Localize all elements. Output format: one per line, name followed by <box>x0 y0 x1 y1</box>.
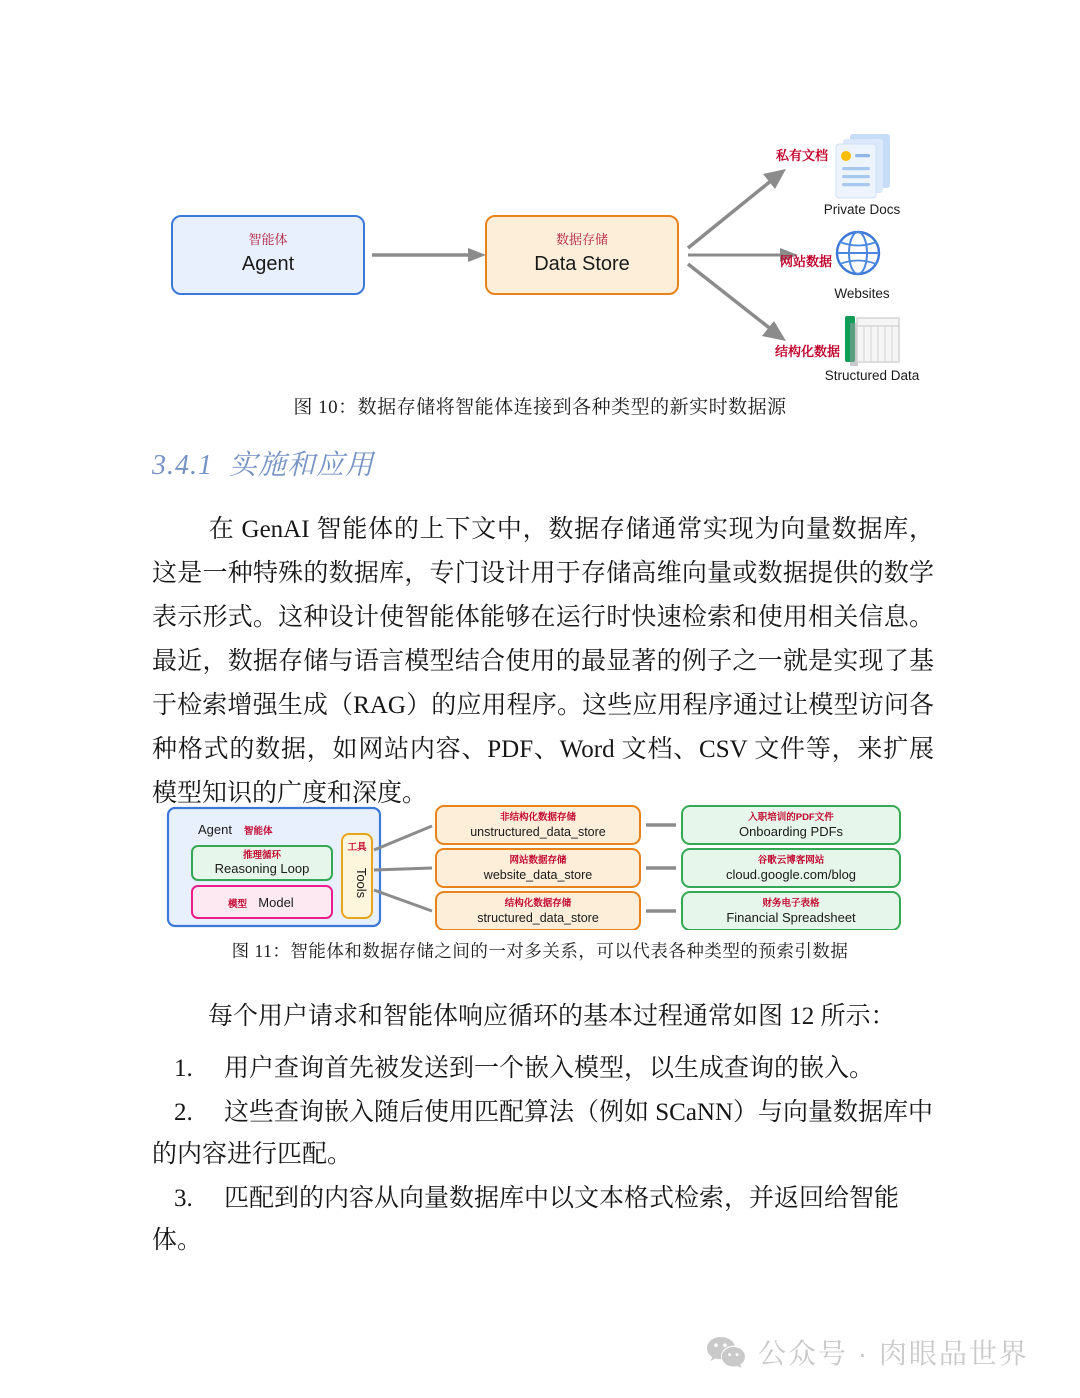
figure11-store-unstructured <box>436 806 640 844</box>
figure11-store-cn-1: 网站数据存储 <box>509 855 567 866</box>
figure11-target-cn-2: 财务电子表格 <box>762 898 820 909</box>
figure11-target-en-1: cloud.google.com/blog <box>725 867 857 882</box>
figure11-reasoning-loop-box <box>192 846 332 880</box>
figure11-model-box <box>192 886 332 918</box>
figure11-store-website <box>436 849 640 887</box>
figure11-tools-en: Tools <box>354 867 369 899</box>
list-item <box>152 1092 934 1176</box>
list-item-text: 用户查询首先被发送到一个嵌入模型，以生成查询的嵌入。 <box>224 1055 875 1082</box>
list-item-text: 匹配到的内容从向量数据库中以文本格式检索，并返回给智能体。 <box>152 1185 900 1254</box>
figure11-target-spreadsheet <box>682 892 900 930</box>
list-item-marker: 3. <box>174 1185 193 1212</box>
figure11-target-blog <box>682 849 900 887</box>
section-heading <box>152 443 374 483</box>
figure10-node-datastore-cn: 数据存储 <box>555 232 609 247</box>
figure11-store-cn-2: 结构化数据存储 <box>504 898 572 909</box>
figure10-source-label-en-private: Private Docs <box>823 202 901 217</box>
section-heading-title: 实施和应用 <box>229 450 375 481</box>
paragraph-implementation <box>152 508 934 816</box>
process-steps-list <box>152 1048 934 1264</box>
figure-10-diagram <box>150 118 940 388</box>
figure-10-caption: 图 10：数据存储将智能体连接到各种类型的新实时数据源 <box>293 397 787 418</box>
figure11-reasoning-loop-cn: 推理循环 <box>242 850 282 861</box>
figure11-target-cn-0: 入职培训的PDF文件 <box>748 812 834 823</box>
figure11-model-cn: 模型 <box>228 899 248 910</box>
figure11-target-en-2: Financial Spreadsheet <box>726 910 856 925</box>
documents-icon <box>836 134 890 198</box>
figure11-target-en-0: Onboarding PDFs <box>738 824 844 839</box>
figure10-arrow-agent-to-store <box>372 248 486 262</box>
figure11-connector-3 <box>374 890 432 911</box>
figure11-agent-label-cn: 智能体 <box>244 826 273 837</box>
figure11-store-en-0: unstructured_data_store <box>470 825 606 839</box>
figure10-node-agent <box>172 216 364 294</box>
figure11-reasoning-loop-en: Reasoning Loop <box>214 861 310 876</box>
figure11-store-en-2: structured_data_store <box>477 911 599 925</box>
figure11-connector-2 <box>374 868 432 870</box>
figure11-tools-box <box>342 834 372 918</box>
figure11-store-en-1: website_data_store <box>483 868 593 882</box>
watermark <box>706 1332 1029 1372</box>
list-item <box>152 1048 934 1090</box>
list-item-text: 这些查询嵌入随后使用匹配算法（例如 SCaNN）与向量数据库中的内容进行匹配。 <box>152 1099 934 1168</box>
figure10-source-label-en-structured: Structured Data <box>824 368 920 383</box>
list-item-marker: 2. <box>174 1099 193 1126</box>
section-heading-number: 3.4.1 <box>152 450 213 481</box>
figure11-target-onboarding <box>682 806 900 844</box>
figure11-model-en: Model <box>258 895 294 910</box>
list-item-marker: 1. <box>174 1055 193 1082</box>
figure10-node-datastore <box>486 216 678 294</box>
figure10-node-agent-cn: 智能体 <box>248 232 288 247</box>
watermark-text: 公众号 · 肉眼品世界 <box>758 1338 1029 1369</box>
figure10-source-label-cn-private: 私有文档 <box>775 148 828 163</box>
figure11-agent-label-en: Agent <box>198 822 232 837</box>
figure-11-diagram <box>166 798 916 930</box>
figure10-node-datastore-en: Data Store <box>534 253 630 275</box>
figure11-target-cn-1: 谷歌云博客网站 <box>757 855 825 866</box>
paragraph-implementation-text: 在 GenAI 智能体的上下文中，数据存储通常实现为向量数据库，这是一种特殊的数据库，专门设计用于存储高维向量或数据提供的数学表示形式。这种设计使智能体能够在运行时快速检索和使用相关信息。最近，数据存储与语言模型结合使用的最显著的例子之一就是实现了基于检索增强生成（RAG）的应用程序。这些应用程序通过让模型访问各种格式的数据，如网站内容、PDF、Word 文档、CSV 文件等，来扩展模型知识的广度和深度。 <box>152 516 934 807</box>
figure11-connector-1 <box>374 826 432 850</box>
list-item <box>152 1178 934 1262</box>
paragraph-process-intro-text: 每个用户请求和智能体响应循环的基本过程通常如图 12 所示： <box>208 1003 896 1030</box>
wechat-icon <box>706 1335 746 1369</box>
paragraph-process-intro <box>152 995 934 1039</box>
figure10-source-label-en-websites: Websites <box>834 286 890 301</box>
figure10-source-label-cn-structured: 结构化数据 <box>774 344 840 359</box>
figure10-arrow-to-private-docs <box>688 169 786 248</box>
figure10-node-agent-en: Agent <box>241 253 295 275</box>
figure11-store-structured <box>436 892 640 930</box>
figure10-source-label-cn-websites: 网站数据 <box>779 254 832 269</box>
globe-icon <box>837 232 879 274</box>
figure11-agent-container <box>168 808 380 926</box>
figure-11-caption: 图 11：智能体和数据存储之间的一对多关系，可以代表各种类型的预索引数据 <box>231 941 849 961</box>
figure11-store-cn-0: 非结构化数据存储 <box>499 812 577 823</box>
figure10-arrow-to-structured <box>688 264 786 341</box>
figure11-tools-cn: 工具 <box>347 842 367 853</box>
spreadsheet-icon <box>845 316 899 366</box>
